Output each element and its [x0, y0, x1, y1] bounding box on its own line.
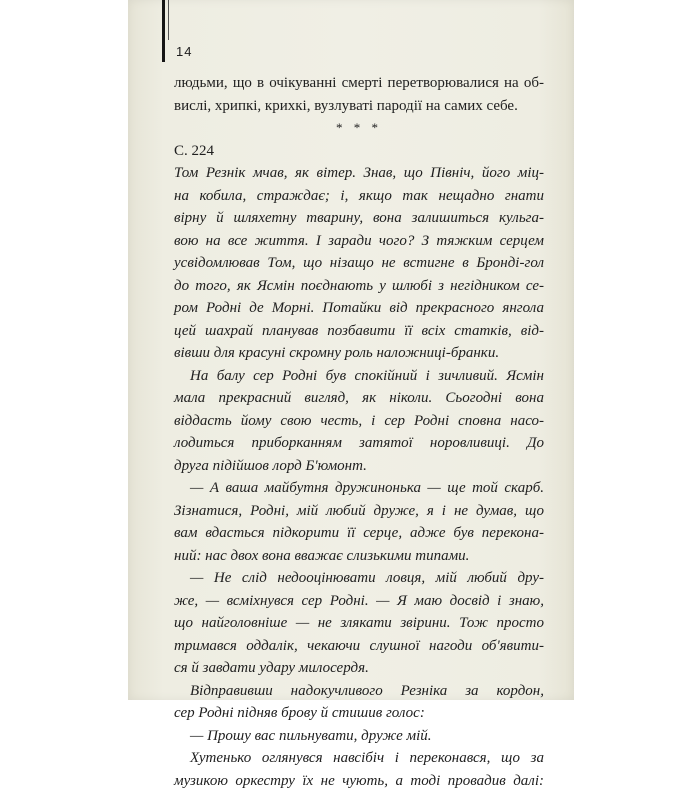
text-line: музикою оркестру їх не чують, а тоді провадив далі: [174, 770, 544, 792]
text-line: усвідомлював Том, що нізащо не встигне в Бронді-гол [174, 252, 544, 275]
text-line: цей шахрай планував позбавити її всіх статків, від- [174, 320, 544, 343]
text-line: на кобила, страждає; і, якщо так нещадно гнати [174, 185, 544, 208]
text-line: Том Резнік мчав, як вітер. Знав, що Північ, його міц- [174, 162, 544, 185]
spine-shadow [162, 0, 165, 62]
text-line: тримався оддалік, чекаючи слушної нагоди об'явити- [174, 635, 544, 658]
text-line: ся й завдати удару милосердя. [174, 657, 544, 680]
text-line: вислі, хрипкі, крихкі, вузлуваті пародії на самих себе. [174, 95, 544, 118]
text-line: Хутенько оглянувся навсібіч і переконався, що за [174, 747, 544, 770]
text-line: С. 224 [174, 140, 544, 163]
text-line: сер Родні підняв брову й стишив голос: [174, 702, 544, 725]
section-separator: * * * [174, 117, 544, 140]
text-line: людьми, що в очікуванні смерті перетворювалися на об- [174, 72, 544, 95]
text-line: — Не слід недооцінювати ловця, мій любий дру- [174, 567, 544, 590]
text-line: На балу сер Родні був спокійний і зичливий. Ясмін [174, 365, 544, 388]
text-line: лодиться приборканням затятої норовливиці. До [174, 432, 544, 455]
text-line: вівши для красуні скромну роль наложниці-бранки. [174, 342, 544, 365]
text-line: ний: нас двох вона вважає слизькими типами. [174, 545, 544, 568]
text-line: же, — всміхнувся сер Родні. — Я маю досвід і знаю, [174, 590, 544, 613]
spine-shadow-thin [168, 0, 169, 40]
text-line: мала прекрасний вигляд, як ніколи. Сьогодні вона [174, 387, 544, 410]
text-line: віддасть йому свою честь, і сер Родні сповна насо- [174, 410, 544, 433]
page-number: 14 [176, 44, 192, 59]
text-line: ром Родні де Морні. Потайки від прекрасного янгола [174, 297, 544, 320]
text-line: Зізнатися, Родні, мій любий друже, я і не думав, що [174, 500, 544, 523]
text-line: вам вдасться підкорити її серце, адже був перекона- [174, 522, 544, 545]
text-line: — А ваша майбутня дружинонька — ще той скарб. [174, 477, 544, 500]
text-line: Відправивши надокучливого Резніка за кордон, [174, 680, 544, 703]
text-line: друга підійшов лорд Б'юмонт. [174, 455, 544, 478]
text-line: що найголовніше — не злякати звірини. Тож просто [174, 612, 544, 635]
text-line: вою на все життя. І заради чого? З тяжким серцем [174, 230, 544, 253]
text-line: — Прошу вас пильнувати, друже мій. [174, 725, 544, 748]
text-line: до того, як Ясмін поєднають у шлюбі з негідником се- [174, 275, 544, 298]
body-text [174, 72, 544, 792]
text-line: вірну й шляхетну тварину, вона залишиться кульга- [174, 207, 544, 230]
